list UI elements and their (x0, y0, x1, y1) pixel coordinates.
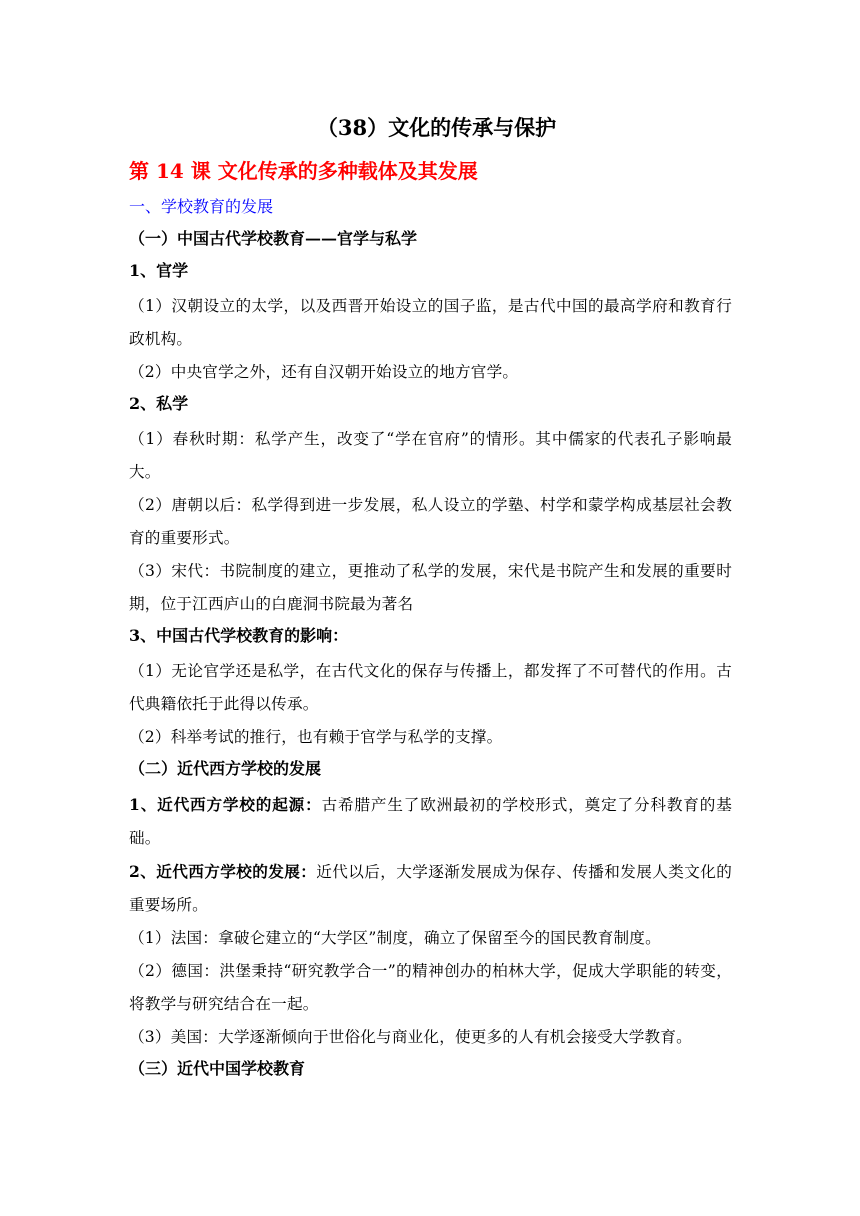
paragraph: （1）法国：拿破仑建立的“大学区”制度，确立了保留至今的国民教育制度。 (129, 929, 661, 947)
subsection-heading: （二）近代西方学校的发展 (129, 759, 322, 778)
subsection-heading: （一）中国古代学校教育——官学与私学 (129, 229, 418, 248)
document-title: （38）文化的传承与保护 (316, 115, 557, 140)
section-heading: 一、学校教育的发展 (129, 197, 274, 216)
paragraph: （3）宋代：书院制度的建立，更推动了私学的发展，宋代是书院产生和发展的重要时期，位于江西庐山的白鹿洞书院最为著名 (129, 562, 732, 613)
item-heading: 1、官学 (129, 261, 189, 280)
paragraph: （2）唐朝以后：私学得到进一步发展，私人设立的学塾、村学和蒙学构成基层社会教育的重要形式。 (129, 496, 732, 547)
document-page (129, 112, 732, 1088)
item-heading: 2、私学 (129, 394, 189, 413)
lesson-heading: 第 14 课 文化传承的多种载体及其发展 (129, 159, 478, 183)
paragraph: （3）美国：大学逐渐倾向于世俗化与商业化，使更多的人有机会接受大学教育。 (129, 1028, 692, 1046)
paragraph: （1）春秋时期：私学产生，改变了“学在官府”的情形。其中儒家的代表孔子影响最大。 (129, 430, 732, 481)
paragraph: （2）科举考试的推行，也有赖于官学与私学的支撑。 (129, 728, 503, 746)
paragraph (129, 788, 732, 855)
subsection-heading: （三）近代中国学校教育 (129, 1059, 306, 1078)
inline-text: 近代以后，大学逐渐发展成为保存、传播和发展人类文化的重要场所。 (129, 863, 732, 914)
inline-text: 古希腊产生了欧洲最初的学校形式，奠定了分科教育的基础。 (129, 796, 732, 847)
paragraph: （1）无论官学还是私学，在古代文化的保存与传播上，都发挥了不可替代的作用。古代典籍依托于此得以传承。 (129, 662, 732, 713)
paragraph (129, 855, 732, 922)
paragraph: （2）德国：洪堡秉持“研究教学合一”的精神创办的柏林大学，促成大学职能的转变，将教学与研究结合在一起。 (129, 962, 732, 1013)
inline-heading: 1、近代西方学校的起源： (129, 795, 322, 814)
paragraph: （1）汉朝设立的太学，以及西晋开始设立的国子监，是古代中国的最高学府和教育行政机构。 (129, 297, 732, 348)
paragraph: （2）中央官学之外，还有自汉朝开始设立的地方官学。 (129, 363, 519, 381)
inline-heading: 2、近代西方学校的发展： (129, 862, 317, 881)
item-heading: 3、中国古代学校教育的影响： (129, 626, 349, 645)
